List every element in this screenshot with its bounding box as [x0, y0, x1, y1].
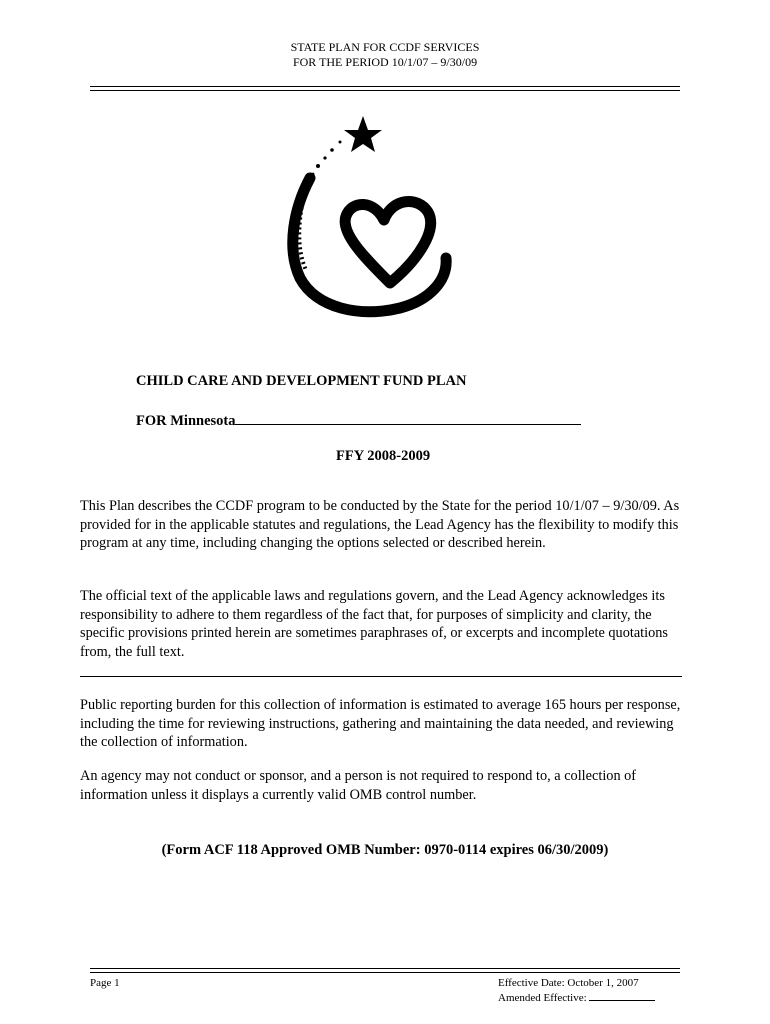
form-omb-number: (Form ACF 118 Approved OMB Number: 0970-0114 expires 06/30/2009)	[161, 842, 609, 858]
ffy-label: FFY 2008-2009	[336, 448, 431, 464]
state-line	[136, 410, 581, 430]
state-label: FOR Minnesota	[136, 413, 236, 429]
plan-title: CHILD CARE AND DEVELOPMENT FUND PLAN	[136, 373, 467, 389]
paragraph-reporting-burden: Public reporting burden for this collection of information is estimated to average 165 hours per response, including the time for reviewing instructions, gathering and maintaining the data needed, and reviewing the collection of information.	[80, 697, 681, 750]
paragraph-plan-description: This Plan describes the CCDF program to be conducted by the State for the period 10/1/07 – 9/30/09. As provided for in the applicable statutes and regulations, the Lead Agency has the flexibility to modify this program at any time, including changing the options selected or described herein.	[80, 498, 680, 551]
effective-date: Effective Date: October 1, 2007	[498, 977, 639, 989]
header-line-2: FOR THE PERIOD 10/1/07 – 9/30/09	[292, 55, 478, 69]
section-divider	[80, 676, 682, 677]
header-divider	[90, 86, 680, 91]
paragraph-omb-notice: An agency may not conduct or sponsor, and a person is not required to respond to, a collection of information unless it displays a currently valid OMB control number.	[80, 768, 637, 803]
star-icon	[344, 116, 382, 152]
paragraph-official-text: The official text of the applicable laws and regulations govern, and the Lead Agency acknowledges its responsibility to adhere to them regardless of the fact that, for purposes of simplicity and clarity, the specific provisions printed herein are sometimes paraphrases of, or excerpts and incomplete quotations from, the full text.	[80, 588, 668, 660]
amended-fill-line	[589, 990, 655, 1001]
amended-effective	[498, 990, 655, 1005]
state-fill-line	[235, 410, 581, 425]
star-heart-swirl-logo	[270, 108, 480, 328]
heart-icon	[345, 202, 431, 283]
amended-label: Amended Effective:	[498, 992, 587, 1004]
header-line-1: STATE PLAN FOR CCDF SERVICES	[290, 40, 480, 54]
footer-divider	[90, 968, 680, 973]
page-number: Page 1	[90, 977, 120, 989]
